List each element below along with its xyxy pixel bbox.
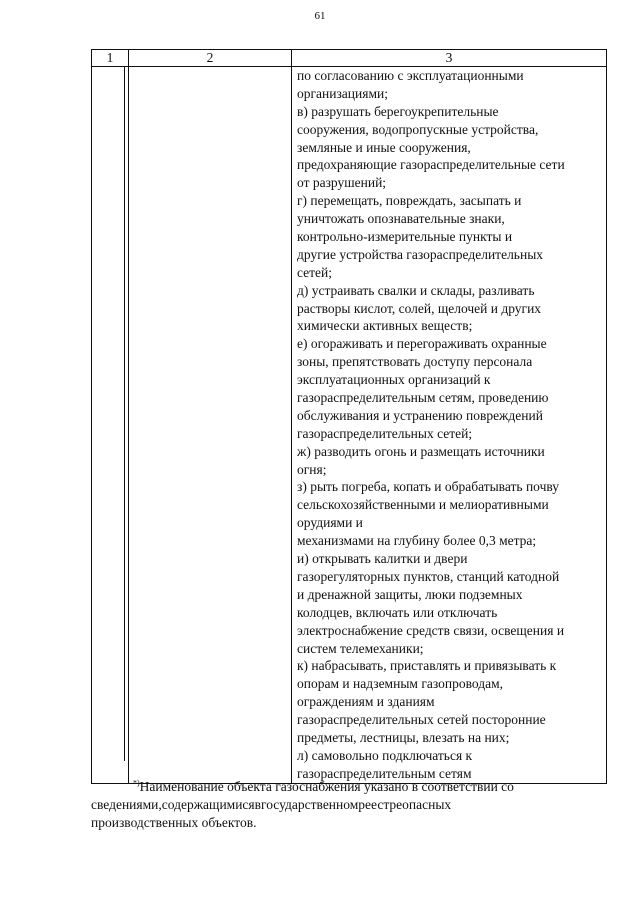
cell-col-1 [92, 67, 129, 784]
text-line: з) рыть погреба, копать и обрабатывать почву [297, 479, 560, 495]
text-line: ж) разводить огонь и размещать источники [297, 443, 545, 459]
table-row [92, 67, 607, 784]
footnote-word: опасных [402, 796, 452, 812]
footnote-word: в [254, 796, 262, 812]
cell-col-3 [292, 67, 607, 784]
text-line: в) разрушать берегоукрепительные [297, 103, 499, 119]
text-line: сооружения, водопропускные устройства, [297, 121, 539, 137]
text-line: орудиями и [297, 515, 363, 531]
footnote-word: государственном [261, 796, 359, 812]
footnote-text-1: Наименование объекта газоснабжения указано в соответствии со [139, 779, 514, 794]
text-line: к) набрасывать, приставлять и привязывать к [297, 658, 557, 674]
text-line: обслуживания и устранению повреждений [297, 407, 543, 423]
column-header-1: 1 [92, 50, 129, 67]
text-line: систем телемеханики; [297, 640, 424, 656]
text-line: д) устраивать свалки и склады, разливать [297, 282, 535, 298]
footnote-word: реестре [358, 796, 403, 812]
table-header-row [92, 50, 607, 67]
text-line: сельскохозяйственными и мелиоративными [297, 497, 549, 513]
text-line: растворы кислот, солей, щелочей и других [297, 300, 542, 316]
text-line: е) огораживать и перегораживать охранные [297, 336, 547, 352]
cell-col-2 [129, 67, 292, 784]
text-line: газорегуляторных пунктов, станций катодной [297, 568, 560, 584]
text-line: сетей; [297, 264, 333, 280]
text-line: уничтожать опознавательные знаки, [297, 211, 505, 227]
text-line: газораспределительных сетей посторонние [297, 712, 546, 728]
text-line: г) перемещать, повреждать, засыпать и [297, 193, 522, 209]
text-line: газораспределительным сетям, проведению [297, 390, 549, 406]
text-line: электроснабжение средств связи, освещения и [297, 622, 565, 638]
footnote-line-1 [91, 778, 606, 796]
restrictions-text [292, 67, 606, 783]
text-line: огня; [297, 461, 327, 477]
footnote-word: содержащимися [161, 796, 255, 812]
column-header-2: 2 [129, 50, 292, 67]
text-line: организациями; [297, 85, 388, 101]
text-line: эксплуатационных организаций к [297, 372, 491, 388]
footnote [91, 778, 606, 832]
footnote-line-3: производственных объектов. [91, 814, 257, 830]
text-line: земляные и иные сооружения, [297, 139, 471, 155]
text-line: и дренажной защиты, люки подземных [297, 586, 523, 602]
text-line: контрольно-измерительные пункты и [297, 229, 513, 245]
text-line: и) открывать калитки и двери [297, 551, 468, 567]
text-line: от разрушений; [297, 175, 387, 191]
text-line: газораспределительным сетям [297, 765, 472, 781]
text-line: опорам и надземным газопроводам, [297, 676, 503, 692]
text-line: предохраняющие газораспределительные сети [297, 157, 565, 173]
text-line: зоны, препятствовать доступу персонала [297, 354, 533, 370]
footnote-marker: *) [133, 778, 140, 788]
text-line: колодцев, включать или отключать [297, 604, 498, 620]
text-line: ограждениям и зданиям [297, 694, 435, 710]
text-line: предметы, лестницы, влезать на них; [297, 729, 510, 745]
text-line: л) самовольно подключаться к [297, 747, 473, 763]
text-line: другие устройства газораспределительных [297, 246, 544, 262]
text-line: по согласованию с эксплуатационными [297, 68, 524, 83]
column-header-3: 3 [292, 50, 607, 67]
text-line: механизмами на глубину более 0,3 метра; [297, 533, 537, 549]
footnote-line-2 [91, 796, 606, 814]
text-line: химически активных веществ; [297, 318, 473, 334]
page-number: 61 [314, 10, 326, 22]
text-line: газораспределительных сетей; [297, 425, 473, 441]
content-table [91, 49, 607, 784]
inner-divider-line [124, 67, 125, 761]
footnote-word: сведениями, [91, 796, 162, 812]
